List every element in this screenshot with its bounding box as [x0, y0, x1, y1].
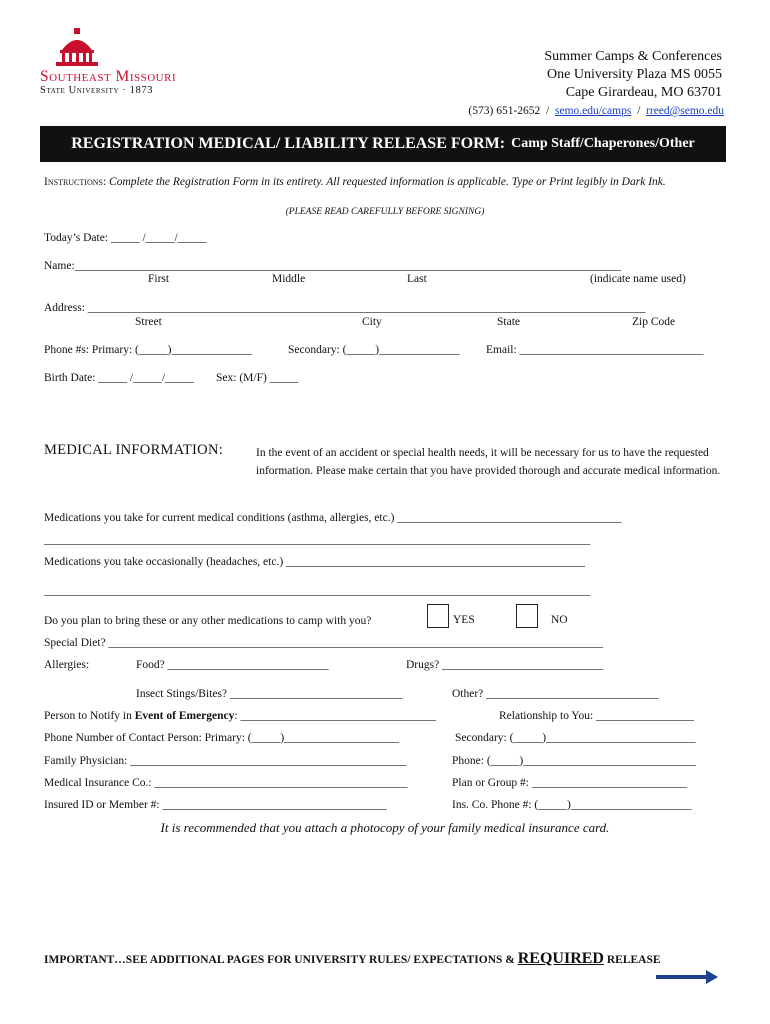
insured-id-field[interactable]: Insured ID or Member #: _______________________________________	[44, 799, 387, 811]
food-allergy-field[interactable]: Food? ____________________________	[136, 659, 329, 671]
separator: /	[546, 105, 550, 117]
contact-primary-phone-field[interactable]: Phone Number of Contact Person: Primary: (_____)____________________	[44, 732, 400, 744]
sex-field[interactable]: Sex: (M/F) _____	[216, 372, 299, 384]
email-field[interactable]: Email: ________________________________	[486, 344, 704, 356]
required-emphasis: REQUIRED	[517, 950, 604, 967]
university-logo	[40, 28, 210, 98]
insect-allergy-field[interactable]: Insect Stings/Bites? ______________________________	[136, 688, 403, 700]
form-title: REGISTRATION MEDICAL/ LIABILITY RELEASE FORM:	[71, 135, 506, 152]
read-carefully-note: (PLEASE READ CAREFULLY BEFORE SIGNING)	[285, 207, 485, 217]
release-text: RELEASE	[603, 954, 661, 966]
address-state-label: State	[497, 316, 520, 328]
name-first-label: First	[148, 273, 170, 285]
plan-group-field[interactable]: Plan or Group #: ___________________________	[452, 777, 688, 789]
no-checkbox[interactable]	[516, 604, 538, 628]
current-medications-line-2[interactable]: _______________________________________________________________________________________________	[44, 534, 591, 546]
occasional-medications-line-2[interactable]: _______________________________________________________________________________________________	[44, 585, 591, 597]
other-allergy-field[interactable]: Other? ______________________________	[452, 688, 659, 700]
logo-line-2: State University · 1873	[40, 85, 154, 96]
name-middle-label: Middle	[272, 273, 306, 285]
special-diet-field[interactable]: Special Diet? ______________________________________________________________________________________	[44, 637, 604, 649]
secondary-phone-field[interactable]: Secondary: (_____)______________	[288, 344, 460, 356]
instructions	[44, 175, 724, 189]
capitol-dome-icon	[52, 28, 102, 68]
allergies-label: Allergies:	[44, 659, 90, 671]
form-subtitle: Camp Staff/Chaperones/Other	[511, 136, 695, 151]
current-medications-field[interactable]: Medications you take for current medical conditions (asthma, allergies, etc.) _______________________________________	[44, 512, 622, 524]
arrow-right-icon	[656, 970, 718, 984]
relationship-field[interactable]: Relationship to You: _________________	[499, 710, 694, 722]
address-line-3: Cape Girardeau, MO 63701	[565, 85, 722, 100]
logo-line-1: Southeast Missouri	[40, 68, 177, 85]
primary-phone-field[interactable]: Phone #s: Primary: (_____)______________	[44, 344, 252, 356]
drug-allergy-field[interactable]: Drugs? ____________________________	[406, 659, 604, 671]
website-link[interactable]: semo.edu/camps	[555, 105, 632, 117]
instructions-label: Instructions:	[44, 176, 107, 188]
yes-checkbox[interactable]	[427, 604, 449, 628]
bring-medications-question: Do you plan to bring these or any other medications to camp with you?	[44, 615, 372, 627]
address-street-label: Street	[135, 316, 162, 328]
form-title-banner	[40, 126, 726, 162]
yes-label: YES	[453, 614, 475, 626]
contact-line	[468, 105, 724, 117]
address-field[interactable]: Address: _________________________________________________________________________________________________	[44, 302, 646, 314]
name-field[interactable]: Name:_______________________________________________________________________________________________	[44, 260, 621, 272]
insurance-company-field[interactable]: Medical Insurance Co.: ____________________________________________	[44, 777, 408, 789]
insurance-phone-field[interactable]: Ins. Co. Phone #: (_____)_____________________	[452, 799, 692, 811]
separator: /	[637, 105, 641, 117]
address-zip-label: Zip Code	[632, 316, 676, 328]
insurance-card-note: It is recommended that you attach a photocopy of your family medical insurance card.	[160, 820, 610, 835]
emergency-contact-field[interactable]	[44, 710, 436, 722]
important-text: IMPORTANT…SEE ADDITIONAL PAGES FOR UNIVERSITY RULES/ EXPECTATIONS &	[44, 954, 518, 966]
instructions-text: Complete the Registration Form in its entirety. All requested information is applicable. Type or Print legibly in Dark Ink.	[109, 176, 666, 188]
office-phone: (573) 651-2652	[468, 105, 541, 117]
todays-date-field[interactable]: Today’s Date: _____ /_____/_____	[44, 232, 207, 244]
occasional-medications-field[interactable]: Medications you take occasionally (headaches, etc.) ____________________________________________________	[44, 556, 586, 568]
emergency-line: : __________________________________	[234, 710, 436, 722]
emergency-label-bold: Event of Emergency	[134, 710, 235, 722]
address-line-2: One University Plaza MS 0055	[547, 67, 722, 82]
important-note	[44, 950, 661, 968]
birth-date-field[interactable]: Birth Date: _____ /_____/_____	[44, 372, 194, 384]
medical-heading: MEDICAL INFORMATION:	[44, 442, 224, 458]
contact-secondary-phone-field[interactable]: Secondary: (_____)__________________________	[455, 732, 696, 744]
email-link[interactable]: rreed@semo.edu	[646, 105, 724, 117]
address-line-1: Summer Camps & Conferences	[544, 49, 722, 64]
family-physician-field[interactable]: Family Physician: ________________________________________________	[44, 755, 407, 767]
physician-phone-field[interactable]: Phone: (_____)______________________________	[452, 755, 696, 767]
name-used-label: (indicate name used)	[590, 273, 686, 285]
name-last-label: Last	[407, 273, 427, 285]
address-city-label: City	[362, 316, 382, 328]
no-label: NO	[551, 614, 568, 626]
emergency-label-pre: Person to Notify in	[44, 710, 135, 722]
medical-intro: In the event of an accident or special health needs, it will be necessary for us to have the requested information. Please make certain that you have provided thorough and accurate medical information.	[256, 447, 721, 477]
